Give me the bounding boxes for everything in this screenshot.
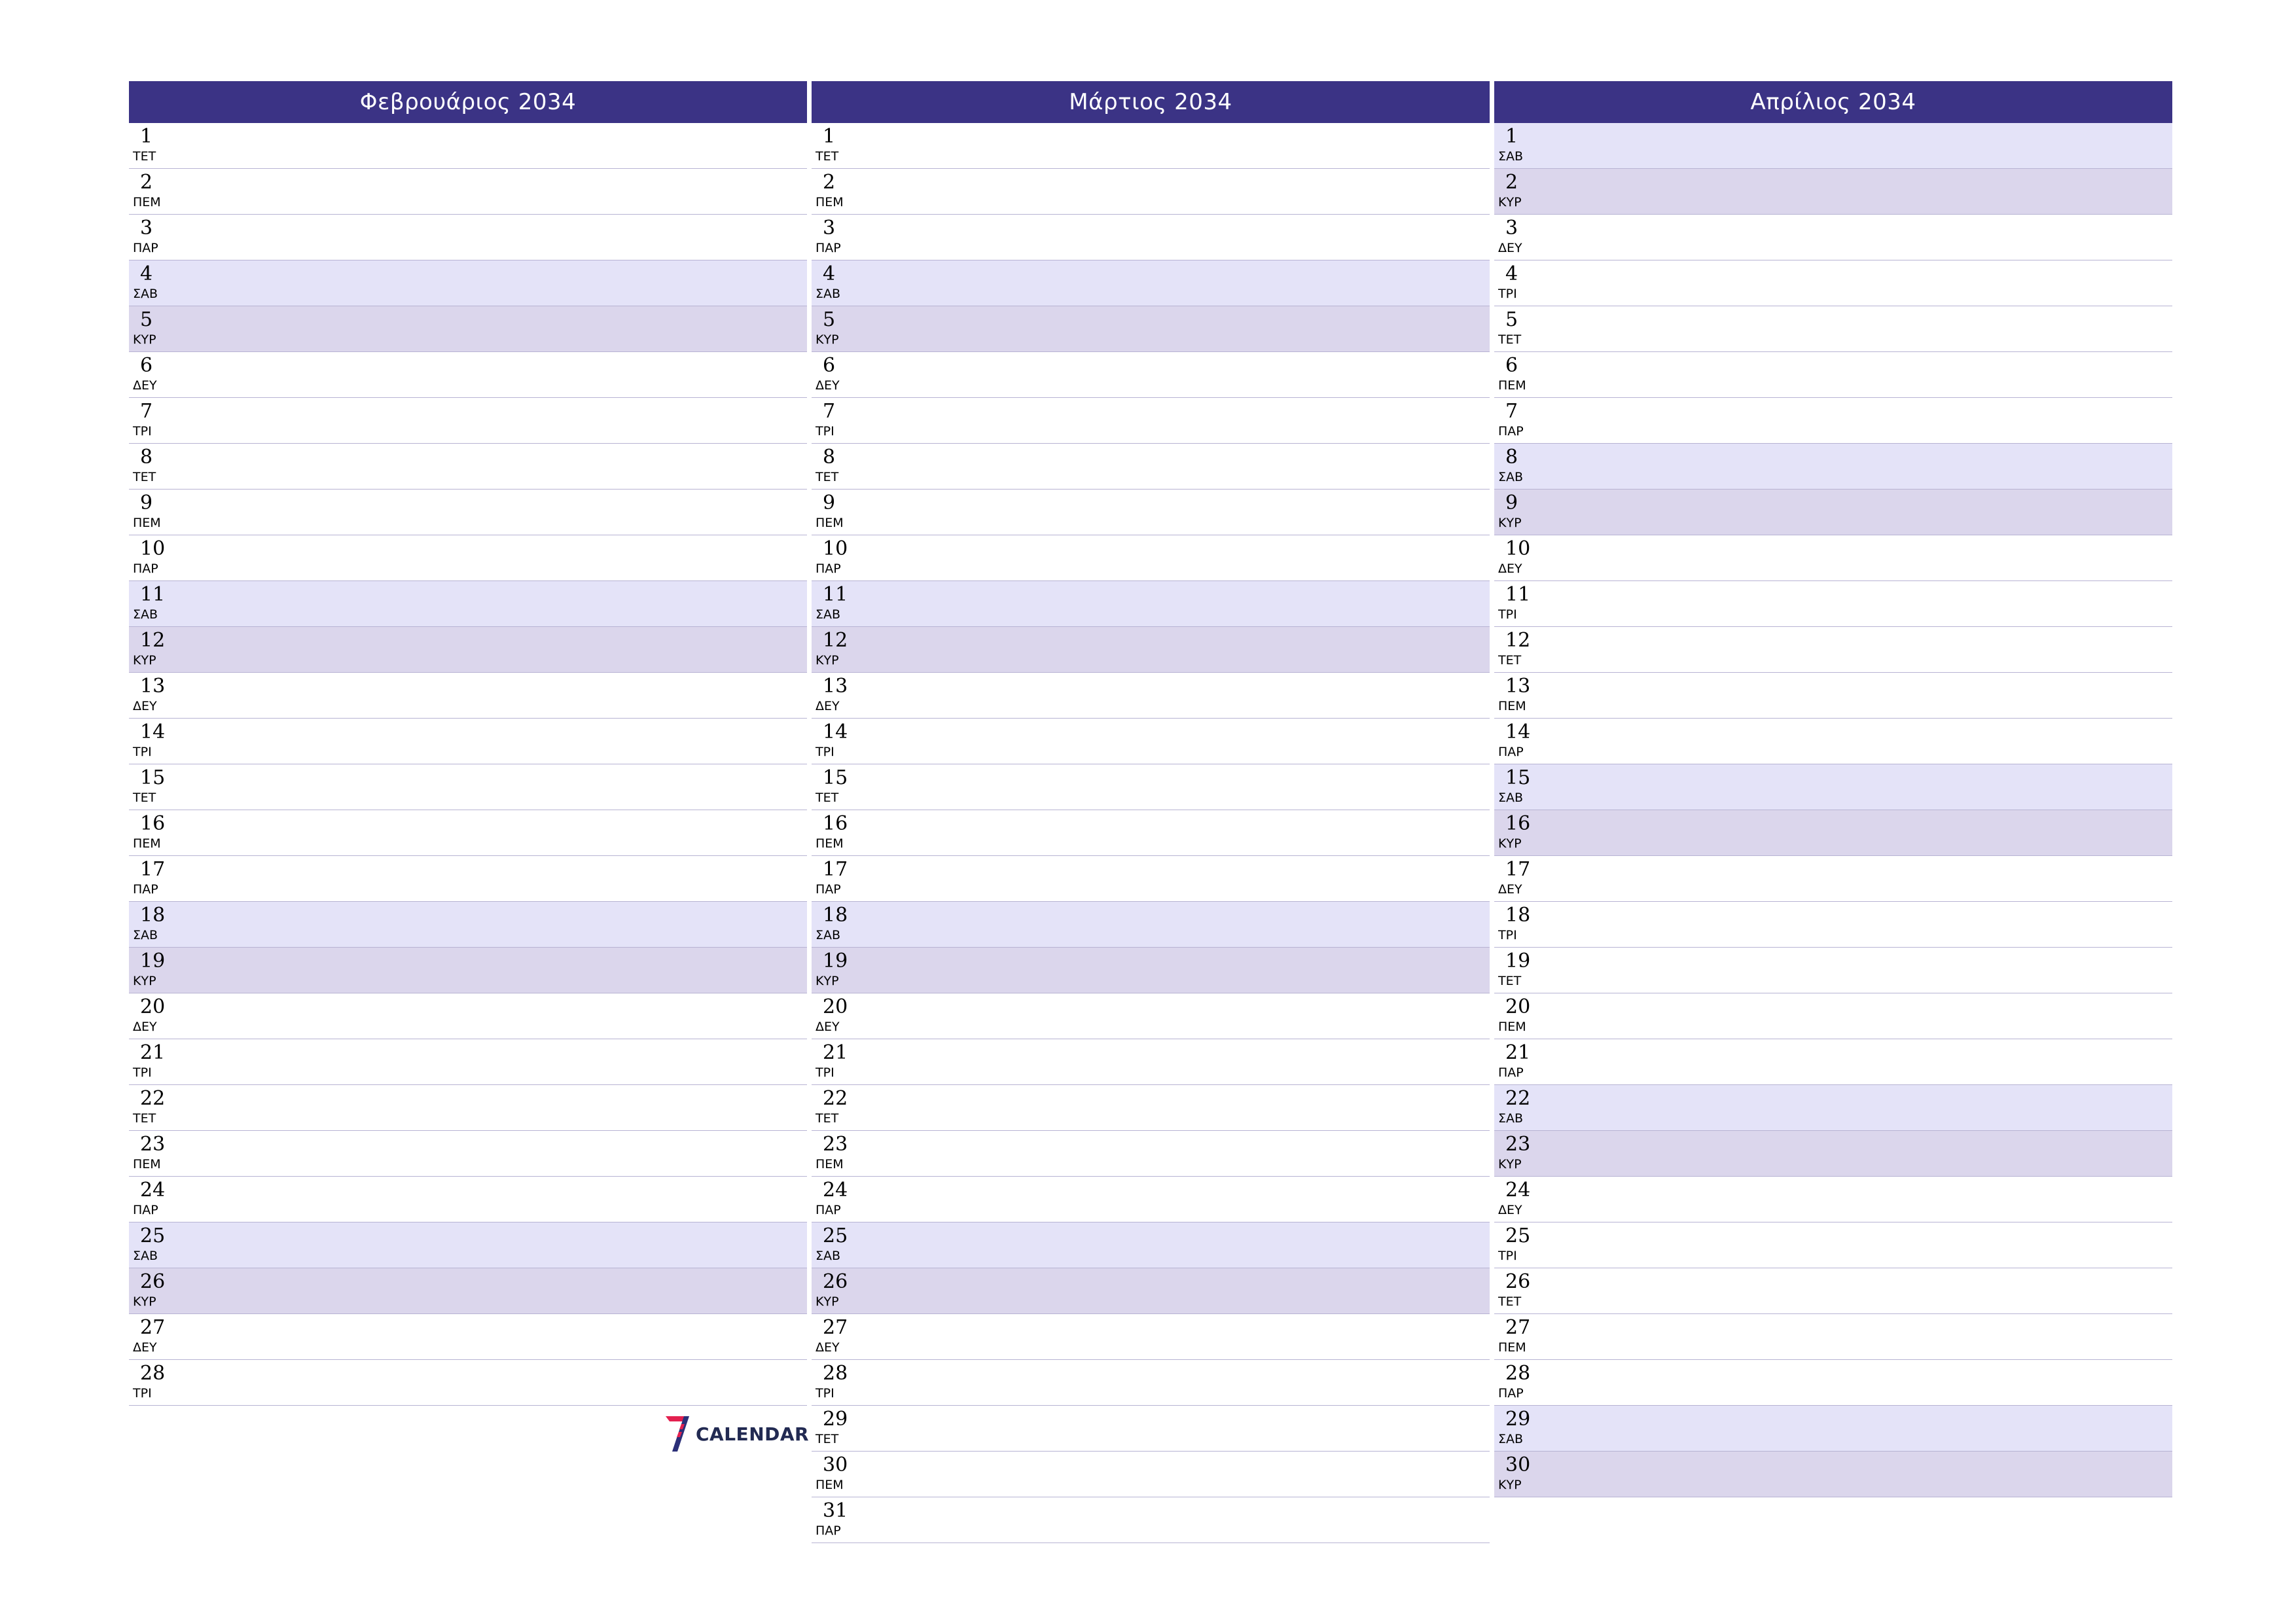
day-row (1494, 856, 2172, 902)
day-row (812, 948, 1490, 993)
day-row (1494, 1452, 2172, 1497)
day-row (1494, 719, 2172, 764)
day-name: ΠΕΜ (133, 516, 161, 530)
day-name: ΠΕΜ (1498, 699, 1526, 713)
day-name: ΠΕΜ (816, 1478, 844, 1492)
day-name: ΠΑΡ (816, 241, 841, 255)
day-number: 13 (1505, 675, 1531, 698)
day-number: 5 (1505, 308, 1518, 331)
month-column-february (129, 81, 807, 1406)
day-number: 3 (823, 217, 836, 240)
day-row (812, 1406, 1490, 1452)
day-number: 15 (1505, 766, 1531, 789)
day-number: 27 (823, 1316, 848, 1339)
day-number: 22 (140, 1087, 166, 1110)
day-number: 5 (823, 308, 836, 331)
day-number: 12 (1505, 629, 1531, 652)
day-number: 15 (823, 766, 848, 789)
day-name: ΤΡΙ (1498, 1249, 1517, 1263)
day-row (812, 306, 1490, 352)
day-name: ΤΕΤ (816, 1111, 839, 1126)
day-name: ΚΥΡ (133, 1294, 156, 1309)
day-name: ΠΕΜ (816, 516, 844, 530)
day-row (129, 764, 807, 810)
day-row (1494, 169, 2172, 215)
day-row (812, 1452, 1490, 1497)
day-name: ΣΑΒ (133, 1249, 158, 1263)
month-header: Απρίλιος 2034 (1494, 81, 2172, 123)
day-row (1494, 1406, 2172, 1452)
day-number: 4 (140, 262, 153, 285)
day-number: 13 (823, 675, 848, 698)
day-row (129, 902, 807, 948)
day-name: ΣΑΒ (816, 287, 841, 301)
month-column-march (812, 81, 1490, 1543)
day-number: 22 (823, 1087, 848, 1110)
day-number: 24 (823, 1179, 848, 1202)
day-number: 18 (140, 904, 166, 927)
day-number: 24 (1505, 1179, 1531, 1202)
day-name: ΤΕΤ (816, 1432, 839, 1446)
day-number: 3 (140, 217, 153, 240)
day-name: ΤΡΙ (816, 424, 834, 438)
day-row (812, 215, 1490, 260)
day-name: ΚΥΡ (133, 974, 156, 988)
calendar-logo (664, 1415, 809, 1453)
day-row (812, 260, 1490, 306)
day-row (812, 719, 1490, 764)
day-list (812, 123, 1490, 1543)
day-name: ΠΑΡ (1498, 745, 1524, 759)
day-name: ΣΑΒ (1498, 149, 1524, 164)
day-row (812, 764, 1490, 810)
day-name: ΚΥΡ (1498, 1478, 1522, 1492)
day-name: ΣΑΒ (133, 287, 158, 301)
day-name: ΚΥΡ (1498, 516, 1522, 530)
day-row (129, 169, 807, 215)
day-name: ΔΕΥ (1498, 1203, 1522, 1217)
day-row (1494, 948, 2172, 993)
day-number: 8 (823, 446, 836, 469)
day-name: ΤΡΙ (816, 745, 834, 759)
day-name: ΚΥΡ (816, 653, 839, 668)
day-name: ΔΕΥ (133, 1020, 157, 1034)
day-name: ΤΕΤ (133, 149, 156, 164)
day-name: ΚΥΡ (133, 653, 156, 668)
day-number: 8 (1505, 446, 1518, 469)
day-row (1494, 490, 2172, 535)
logo-text: CALENDAR (696, 1423, 810, 1445)
day-name: ΤΕΤ (1498, 1294, 1522, 1309)
day-name: ΠΑΡ (816, 562, 841, 576)
day-row (1494, 123, 2172, 169)
day-name: ΚΥΡ (816, 974, 839, 988)
day-name: ΠΑΡ (816, 1524, 841, 1538)
day-number: 23 (140, 1133, 166, 1156)
day-row (129, 123, 807, 169)
day-number: 9 (1505, 491, 1518, 514)
day-number: 7 (1505, 400, 1518, 423)
day-name: ΠΑΡ (133, 1203, 158, 1217)
day-row (812, 398, 1490, 444)
day-number: 6 (1505, 354, 1518, 377)
day-row (812, 581, 1490, 627)
day-name: ΣΑΒ (133, 607, 158, 622)
day-number: 19 (823, 950, 848, 972)
day-name: ΔΕΥ (1498, 241, 1522, 255)
day-name: ΔΕΥ (816, 378, 840, 393)
day-number: 26 (140, 1270, 166, 1293)
day-name: ΔΕΥ (133, 1340, 157, 1355)
day-number: 23 (823, 1133, 848, 1156)
day-row (812, 993, 1490, 1039)
day-row (129, 260, 807, 306)
day-name: ΤΡΙ (816, 1386, 834, 1400)
day-name: ΚΥΡ (1498, 836, 1522, 851)
day-number: 2 (140, 171, 153, 194)
day-row (812, 535, 1490, 581)
day-number: 18 (823, 904, 848, 927)
day-name: ΤΡΙ (1498, 607, 1517, 622)
day-name: ΤΕΤ (1498, 653, 1522, 668)
day-number: 25 (1505, 1224, 1531, 1247)
day-name: ΔΕΥ (1498, 882, 1522, 897)
day-name: ΔΕΥ (133, 699, 157, 713)
day-number: 21 (823, 1041, 848, 1064)
day-row (1494, 1222, 2172, 1268)
day-row (812, 1497, 1490, 1543)
day-number: 4 (823, 262, 836, 285)
day-name: ΠΕΜ (816, 195, 844, 209)
day-number: 20 (823, 995, 848, 1018)
day-name: ΠΑΡ (133, 241, 158, 255)
day-number: 22 (1505, 1087, 1531, 1110)
day-name: ΚΥΡ (816, 1294, 839, 1309)
day-name: ΠΕΜ (1498, 1020, 1526, 1034)
day-name: ΚΥΡ (816, 332, 839, 347)
day-row (812, 169, 1490, 215)
day-name: ΤΡΙ (1498, 287, 1517, 301)
day-number: 25 (140, 1224, 166, 1247)
day-name: ΤΕΤ (133, 470, 156, 484)
day-name: ΚΥΡ (133, 332, 156, 347)
day-row (1494, 810, 2172, 856)
day-row (1494, 993, 2172, 1039)
day-number: 28 (140, 1362, 166, 1385)
day-row (129, 993, 807, 1039)
day-number: 31 (823, 1499, 848, 1522)
day-name: ΠΕΜ (816, 836, 844, 851)
day-number: 1 (1505, 125, 1518, 148)
day-number: 1 (140, 125, 153, 148)
day-number: 15 (140, 766, 166, 789)
day-row (1494, 535, 2172, 581)
day-number: 30 (823, 1454, 848, 1476)
day-row (129, 810, 807, 856)
day-row (129, 948, 807, 993)
month-column-april (1494, 81, 2172, 1497)
day-row (129, 306, 807, 352)
day-number: 10 (1505, 537, 1531, 560)
day-number: 12 (823, 629, 848, 652)
day-row (129, 1039, 807, 1085)
day-name: ΔΕΥ (816, 1340, 840, 1355)
day-row (812, 810, 1490, 856)
day-number: 11 (823, 583, 848, 606)
day-number: 16 (140, 812, 166, 835)
day-name: ΤΡΙ (816, 1065, 834, 1080)
day-name: ΠΕΜ (1498, 378, 1526, 393)
day-name: ΣΑΒ (816, 607, 841, 622)
day-row (1494, 1177, 2172, 1222)
month-header: Μάρτιος 2034 (812, 81, 1490, 123)
day-row (129, 1085, 807, 1131)
day-number: 29 (1505, 1408, 1531, 1431)
day-name: ΔΕΥ (133, 378, 157, 393)
day-name: ΣΑΒ (1498, 1111, 1524, 1126)
day-name: ΔΕΥ (816, 1020, 840, 1034)
day-row (812, 1085, 1490, 1131)
day-name: ΤΕΤ (816, 791, 839, 805)
day-number: 30 (1505, 1454, 1531, 1476)
day-row (1494, 1314, 2172, 1360)
day-number: 19 (140, 950, 166, 972)
day-name: ΤΡΙ (1498, 928, 1517, 942)
day-row (812, 1360, 1490, 1406)
day-number: 2 (1505, 171, 1518, 194)
day-number: 14 (823, 721, 848, 743)
day-number: 14 (1505, 721, 1531, 743)
day-number: 3 (1505, 217, 1518, 240)
day-row (1494, 902, 2172, 948)
day-row (129, 398, 807, 444)
day-number: 16 (823, 812, 848, 835)
day-row (1494, 260, 2172, 306)
day-row (129, 627, 807, 673)
day-number: 20 (1505, 995, 1531, 1018)
day-number: 20 (140, 995, 166, 1018)
day-row (812, 1222, 1490, 1268)
day-number: 25 (823, 1224, 848, 1247)
day-number: 13 (140, 675, 166, 698)
day-row (812, 1314, 1490, 1360)
day-list (129, 123, 807, 1406)
day-name: ΤΡΙ (133, 1386, 152, 1400)
day-row (1494, 398, 2172, 444)
day-row (1494, 215, 2172, 260)
day-row (1494, 764, 2172, 810)
day-row (812, 856, 1490, 902)
day-number: 17 (140, 858, 166, 881)
day-number: 17 (1505, 858, 1531, 881)
day-row (129, 215, 807, 260)
day-row (129, 719, 807, 764)
day-name: ΣΑΒ (1498, 791, 1524, 805)
day-name: ΣΑΒ (133, 928, 158, 942)
day-name: ΔΕΥ (1498, 562, 1522, 576)
day-row (812, 1131, 1490, 1177)
day-row (129, 1222, 807, 1268)
day-number: 26 (1505, 1270, 1531, 1293)
day-row (1494, 1268, 2172, 1314)
day-row (129, 444, 807, 490)
day-name: ΠΑΡ (816, 882, 841, 897)
day-number: 28 (823, 1362, 848, 1385)
day-name: ΠΕΜ (816, 1157, 844, 1171)
day-row (812, 444, 1490, 490)
day-row (129, 1314, 807, 1360)
day-row (129, 856, 807, 902)
day-number: 23 (1505, 1133, 1531, 1156)
day-name: ΠΑΡ (133, 562, 158, 576)
day-name: ΠΑΡ (133, 882, 158, 897)
day-name: ΠΑΡ (816, 1203, 841, 1217)
day-row (1494, 352, 2172, 398)
day-row (812, 1177, 1490, 1222)
day-number: 18 (1505, 904, 1531, 927)
day-row (129, 535, 807, 581)
day-row (812, 627, 1490, 673)
day-name: ΣΑΒ (1498, 1432, 1524, 1446)
day-name: ΤΡΙ (133, 424, 152, 438)
day-number: 14 (140, 721, 166, 743)
day-row (129, 1268, 807, 1314)
day-row (129, 673, 807, 719)
day-number: 6 (823, 354, 836, 377)
day-name: ΤΕΤ (816, 149, 839, 164)
day-number: 27 (1505, 1316, 1531, 1339)
day-number: 21 (140, 1041, 166, 1064)
day-number: 11 (140, 583, 166, 606)
day-name: ΣΑΒ (1498, 470, 1524, 484)
day-row (812, 673, 1490, 719)
day-name: ΠΕΜ (1498, 1340, 1526, 1355)
day-row (1494, 627, 2172, 673)
day-row (129, 352, 807, 398)
day-name: ΤΡΙ (133, 1065, 152, 1080)
day-number: 11 (1505, 583, 1531, 606)
day-row (1494, 1085, 2172, 1131)
day-name: ΔΕΥ (816, 699, 840, 713)
day-row (812, 1039, 1490, 1085)
seven-calendar-logo-icon (664, 1415, 691, 1453)
day-row (1494, 444, 2172, 490)
day-number: 10 (140, 537, 166, 560)
day-name: ΤΕΤ (816, 470, 839, 484)
day-number: 29 (823, 1408, 848, 1431)
day-name: ΠΑΡ (1498, 424, 1524, 438)
day-name: ΤΕΤ (1498, 332, 1522, 347)
day-row (812, 490, 1490, 535)
day-name: ΤΕΤ (133, 791, 156, 805)
day-number: 4 (1505, 262, 1518, 285)
day-row (812, 352, 1490, 398)
day-number: 24 (140, 1179, 166, 1202)
day-number: 9 (823, 491, 836, 514)
day-name: ΠΕΜ (133, 195, 161, 209)
day-name: ΠΑΡ (1498, 1386, 1524, 1400)
day-number: 21 (1505, 1041, 1531, 1064)
day-row (1494, 581, 2172, 627)
day-name: ΤΡΙ (133, 745, 152, 759)
day-row (129, 1360, 807, 1406)
day-number: 12 (140, 629, 166, 652)
day-name: ΠΕΜ (133, 836, 161, 851)
day-name: ΣΑΒ (816, 928, 841, 942)
day-row (1494, 306, 2172, 352)
day-number: 19 (1505, 950, 1531, 972)
day-number: 5 (140, 308, 153, 331)
day-name: ΤΕΤ (1498, 974, 1522, 988)
day-row (1494, 673, 2172, 719)
day-name: ΠΕΜ (133, 1157, 161, 1171)
day-number: 16 (1505, 812, 1531, 835)
day-row (1494, 1039, 2172, 1085)
day-number: 6 (140, 354, 153, 377)
day-number: 10 (823, 537, 848, 560)
day-row (129, 490, 807, 535)
day-number: 7 (140, 400, 153, 423)
day-list (1494, 123, 2172, 1497)
day-number: 26 (823, 1270, 848, 1293)
day-name: ΣΑΒ (816, 1249, 841, 1263)
day-row (812, 1268, 1490, 1314)
day-number: 9 (140, 491, 153, 514)
day-name: ΚΥΡ (1498, 195, 1522, 209)
day-number: 17 (823, 858, 848, 881)
day-number: 2 (823, 171, 836, 194)
day-row (1494, 1131, 2172, 1177)
day-row (1494, 1360, 2172, 1406)
day-row (812, 123, 1490, 169)
day-row (129, 1177, 807, 1222)
day-row (129, 1131, 807, 1177)
day-row (812, 902, 1490, 948)
day-name: ΤΕΤ (133, 1111, 156, 1126)
day-number: 7 (823, 400, 836, 423)
day-number: 8 (140, 446, 153, 469)
day-name: ΚΥΡ (1498, 1157, 1522, 1171)
day-name: ΠΑΡ (1498, 1065, 1524, 1080)
day-number: 1 (823, 125, 836, 148)
month-header: Φεβρουάριος 2034 (129, 81, 807, 123)
day-row (129, 581, 807, 627)
day-number: 28 (1505, 1362, 1531, 1385)
day-number: 27 (140, 1316, 166, 1339)
